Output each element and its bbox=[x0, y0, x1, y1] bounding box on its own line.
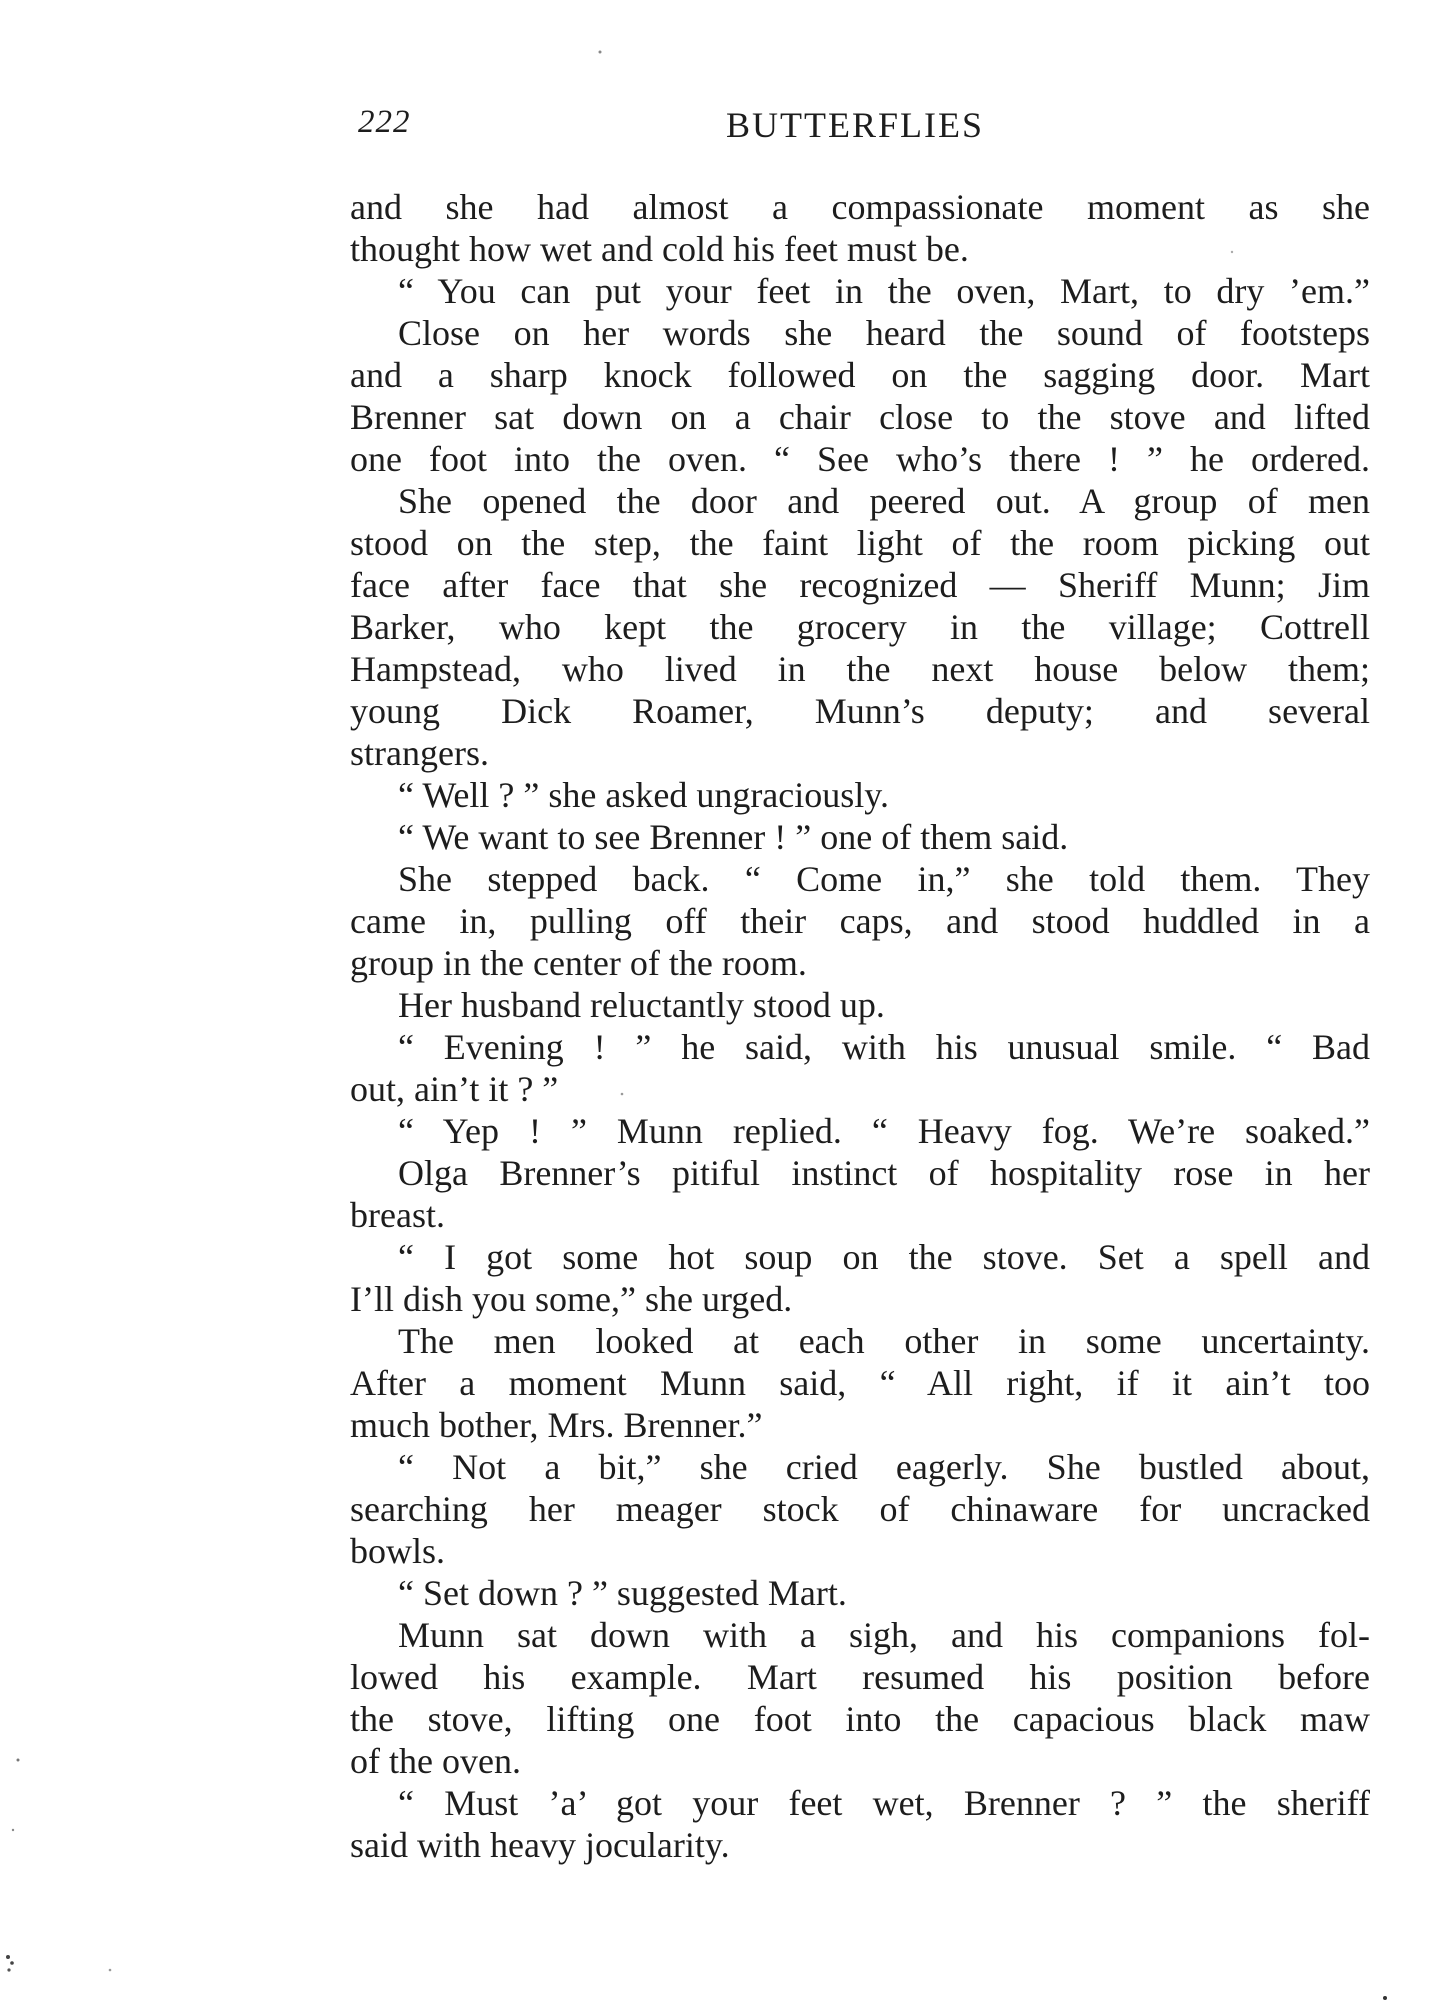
text-line: breast. bbox=[350, 1195, 445, 1235]
page-header bbox=[358, 104, 1378, 152]
text-line: group in the center of the room. bbox=[350, 943, 807, 983]
body-text bbox=[350, 186, 1370, 1866]
text-line: thought how wet and cold his feet must be. bbox=[350, 229, 969, 269]
text-line: strangers. bbox=[350, 733, 489, 773]
text-line: and she had almost a compassionate moment as she bbox=[350, 187, 1370, 227]
text-line: “ Set down ? ” suggested Mart. bbox=[398, 1573, 847, 1613]
text-line: Brenner sat down on a chair close to the stove and lifted bbox=[350, 397, 1370, 437]
text-line: of the oven. bbox=[350, 1741, 521, 1781]
text-line: I’ll dish you some,” she urged. bbox=[350, 1279, 793, 1319]
text-line: lowed his example. Mart resumed his position before bbox=[350, 1657, 1370, 1697]
text-line: “ Must ’a’ got your feet wet, Brenner ? ” the sheriff bbox=[398, 1783, 1370, 1823]
page-number: 222 bbox=[358, 104, 411, 140]
text-line: Munn sat down with a sigh, and his companions fol- bbox=[398, 1615, 1370, 1655]
text-line: The men looked at each other in some uncertainty. bbox=[398, 1321, 1370, 1361]
text-line: searching her meager stock of chinaware for uncracked bbox=[350, 1489, 1370, 1529]
text-line: “ You can put your feet in the oven, Mart, to dry ’em.” bbox=[398, 271, 1370, 311]
text-line: “ We want to see Brenner ! ” one of them said. bbox=[398, 817, 1069, 857]
text-line: one foot into the oven. “ See who’s there ! ” he ordered. bbox=[350, 439, 1370, 479]
ink-speck bbox=[6, 1955, 10, 1959]
text-line: said with heavy jocularity. bbox=[350, 1825, 730, 1865]
text-line: “ Not a bit,” she cried eagerly. She bustled about, bbox=[398, 1447, 1370, 1487]
text-line: much bother, Mrs. Brenner.” bbox=[350, 1405, 763, 1445]
text-line: Hampstead, who lived in the next house below them; bbox=[350, 649, 1370, 689]
text-line: “ Evening ! ” he said, with his unusual smile. “ Bad bbox=[398, 1027, 1370, 1067]
text-line: bowls. bbox=[350, 1531, 446, 1571]
text-line: After a moment Munn said, “ All right, if it ain’t too bbox=[350, 1363, 1370, 1403]
text-line: “ Yep ! ” Munn replied. “ Heavy fog. We’re soaked.” bbox=[398, 1111, 1370, 1151]
text-line: and a sharp knock followed on the sagging door. Mart bbox=[350, 355, 1370, 395]
text-line: “ Well ? ” she asked ungraciously. bbox=[398, 775, 889, 815]
ink-speck bbox=[1383, 1996, 1387, 2000]
text-line: Barker, who kept the grocery in the village; Cottrell bbox=[350, 607, 1370, 647]
text-line: She opened the door and peered out. A group of men bbox=[398, 481, 1370, 521]
text-line: out, ain’t it ? ” bbox=[350, 1069, 559, 1109]
ink-speck bbox=[109, 1969, 112, 1972]
ink-speck bbox=[599, 51, 602, 54]
text-line: Close on her words she heard the sound of footsteps bbox=[398, 313, 1370, 353]
text-line: face after face that she recognized — Sheriff Munn; Jim bbox=[350, 565, 1370, 605]
running-head: BUTTERFLIES bbox=[726, 105, 985, 145]
text-line: young Dick Roamer, Munn’s deputy; and several bbox=[350, 691, 1370, 731]
ink-speck bbox=[12, 1829, 14, 1831]
ink-speck bbox=[7, 1968, 10, 1971]
text-line: came in, pulling off their caps, and stood huddled in a bbox=[350, 901, 1370, 941]
text-line: the stove, lifting one foot into the capacious black maw bbox=[350, 1699, 1370, 1739]
ink-speck bbox=[17, 1759, 20, 1762]
text-line: “ I got some hot soup on the stove. Set a spell and bbox=[398, 1237, 1370, 1277]
ink-speck bbox=[10, 1961, 14, 1965]
text-line: She stepped back. “ Come in,” she told them. They bbox=[398, 859, 1370, 899]
text-line: Olga Brenner’s pitiful instinct of hospitality rose in her bbox=[398, 1153, 1370, 1193]
text-line: Her husband reluctantly stood up. bbox=[398, 985, 885, 1025]
text-line: stood on the step, the faint light of the room picking out bbox=[350, 523, 1370, 563]
